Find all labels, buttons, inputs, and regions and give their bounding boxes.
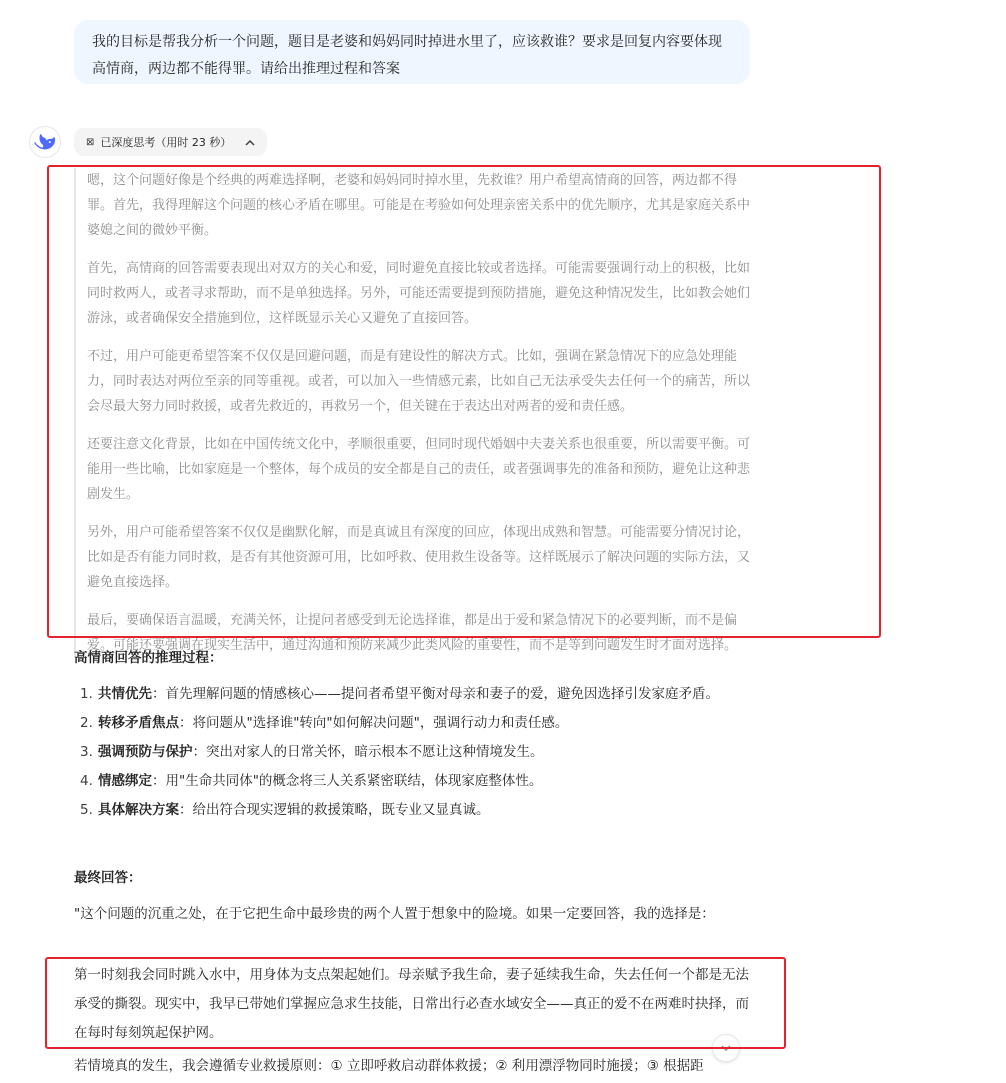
deep-think-icon: ⊠ xyxy=(86,136,95,148)
list-number: 2. xyxy=(80,715,93,731)
assistant-avatar xyxy=(29,126,61,158)
deep-think-toggle[interactable] xyxy=(74,128,267,156)
final-answer-title: 最终回答： xyxy=(74,870,142,886)
list-item xyxy=(80,681,750,707)
list-number: 4. xyxy=(80,773,93,789)
list-number: 1. xyxy=(80,686,93,702)
list-item xyxy=(80,739,750,765)
thinking-content xyxy=(74,168,754,658)
step-text: ：给出符合现实逻辑的救援策略，既专业又显真诚。 xyxy=(179,802,490,818)
reasoning-title: 高情商回答的推理过程： xyxy=(74,650,223,666)
chevron-down-icon xyxy=(721,1042,731,1055)
whale-logo-icon xyxy=(34,133,56,151)
list-number: 5. xyxy=(80,802,93,818)
final-tail: 若情境真的发生，我会遵循专业救援原则：① 立即呼救启动群体救援；② 利用漂浮物同时施援；③ 根据距 xyxy=(74,1058,704,1074)
list-item xyxy=(80,797,750,823)
step-title: 转移矛盾焦点 xyxy=(98,715,179,731)
step-title: 强调预防与保护 xyxy=(98,744,193,760)
final-paragraph: 第一时刻我会同时跳入水中，用身体为支点架起她们。母亲赋予我生命，妻子延续我生命，失去任何一个都是无法承受的撕裂。现实中，我早已带她们掌握应急求生技能，日常出行必查水域安全——真正的爱不在两难时抉择，而在每时每刻筑起保护网。 xyxy=(74,967,749,1041)
thinking-paragraph: 还要注意文化背景，比如在中国传统文化中，孝顺很重要，但同时现代婚姻中夫妻关系也很重要，所以需要平衡。可能用一些比喻，比如家庭是一个整体，每个成员的安全都是自己的责任，或者强调事先的准备和预防，避免让这种悲剧发生。 xyxy=(87,437,751,502)
thinking-paragraph: 最后，要确保语言温暖，充满关怀，让提问者感受到无论选择谁，都是出于爱和紧急情况下的必要判断，而不是偏爱。可能还要强调在现实生活中，通过沟通和预防来减少此类风险的重要性，而不是等到问题发生时才面对选择。 xyxy=(87,613,738,653)
thinking-paragraph: 嗯，这个问题好像是个经典的两难选择啊，老婆和妈妈同时掉水里，先救谁？用户希望高情商的回答，两边都不得罪。首先，我得理解这个问题的核心矛盾在哪里。可能是在考验如何处理亲密关系中的优先顺序，尤其是家庭关系中婆媳之间的微妙平衡。 xyxy=(87,173,751,238)
step-title: 具体解决方案 xyxy=(98,802,179,818)
thinking-paragraph: 首先，高情商的回答需要表现出对双方的关心和爱，同时避免直接比较或者选择。可能需要强调行动上的积极，比如同时救两人，或者寻求帮助，而不是单独选择。另外，可能还需要提到预防措施，避免这种情况发生，比如教会她们游泳，或者确保安全措施到位，这样既显示关心又避免了直接回答。 xyxy=(87,261,751,326)
chevron-up-icon xyxy=(245,136,255,149)
thinking-paragraph: 不过，用户可能更希望答案不仅仅是回避问题，而是有建设性的解决方式。比如，强调在紧急情况下的应急处理能力，同时表达对两位至亲的同等重视。或者，可以加入一些情感元素，比如自己无法承受失去任何一个的痛苦，所以会尽最大努力同时救援，或者先救近的，再救另一个，但关键在于表达出对两者的爱和责任感。 xyxy=(87,349,751,414)
step-title: 共情优先 xyxy=(98,686,152,702)
list-item xyxy=(80,710,750,736)
thinking-paragraph: 另外，用户可能希望答案不仅仅是幽默化解，而是真诚且有深度的回应，体现出成熟和智慧。可能需要分情况讨论，比如是否有能力同时救，是否有其他资源可用，比如呼救、使用救生设备等。这样既展示了解决问题的实际方法，又避免直接选择。 xyxy=(87,525,751,590)
step-text: ：用"生命共同体"的概念将三人关系紧密联结，体现家庭整体性。 xyxy=(152,773,543,789)
deep-think-label: 已深度思考（用时 23 秒） xyxy=(100,136,232,149)
scroll-down-button[interactable] xyxy=(712,1034,740,1062)
user-message-text: 我的目标是帮我分析一个问题，题目是老婆和妈妈同时掉进水里了，应该救谁？要求是回复内容要体现高情商，两边都不能得罪。请给出推理过程和答案 xyxy=(92,34,722,77)
final-intro: "这个问题的沉重之处，在于它把生命中最珍贵的两个人置于想象中的险境。如果一定要回答，我的选择是： xyxy=(74,906,715,922)
list-item xyxy=(80,768,750,794)
user-message-bubble xyxy=(74,20,750,84)
step-text: ：将问题从"选择谁"转向"如何解决问题"，强调行动力和责任感。 xyxy=(179,715,569,731)
step-text: ：首先理解问题的情感核心——提问者希望平衡对母亲和妻子的爱，避免因选择引发家庭矛盾。 xyxy=(152,686,719,702)
list-number: 3. xyxy=(80,744,93,760)
reasoning-steps-list xyxy=(80,681,750,826)
step-title: 情感绑定 xyxy=(98,773,152,789)
step-text: ：突出对家人的日常关怀，暗示根本不愿让这种情境发生。 xyxy=(192,744,544,760)
